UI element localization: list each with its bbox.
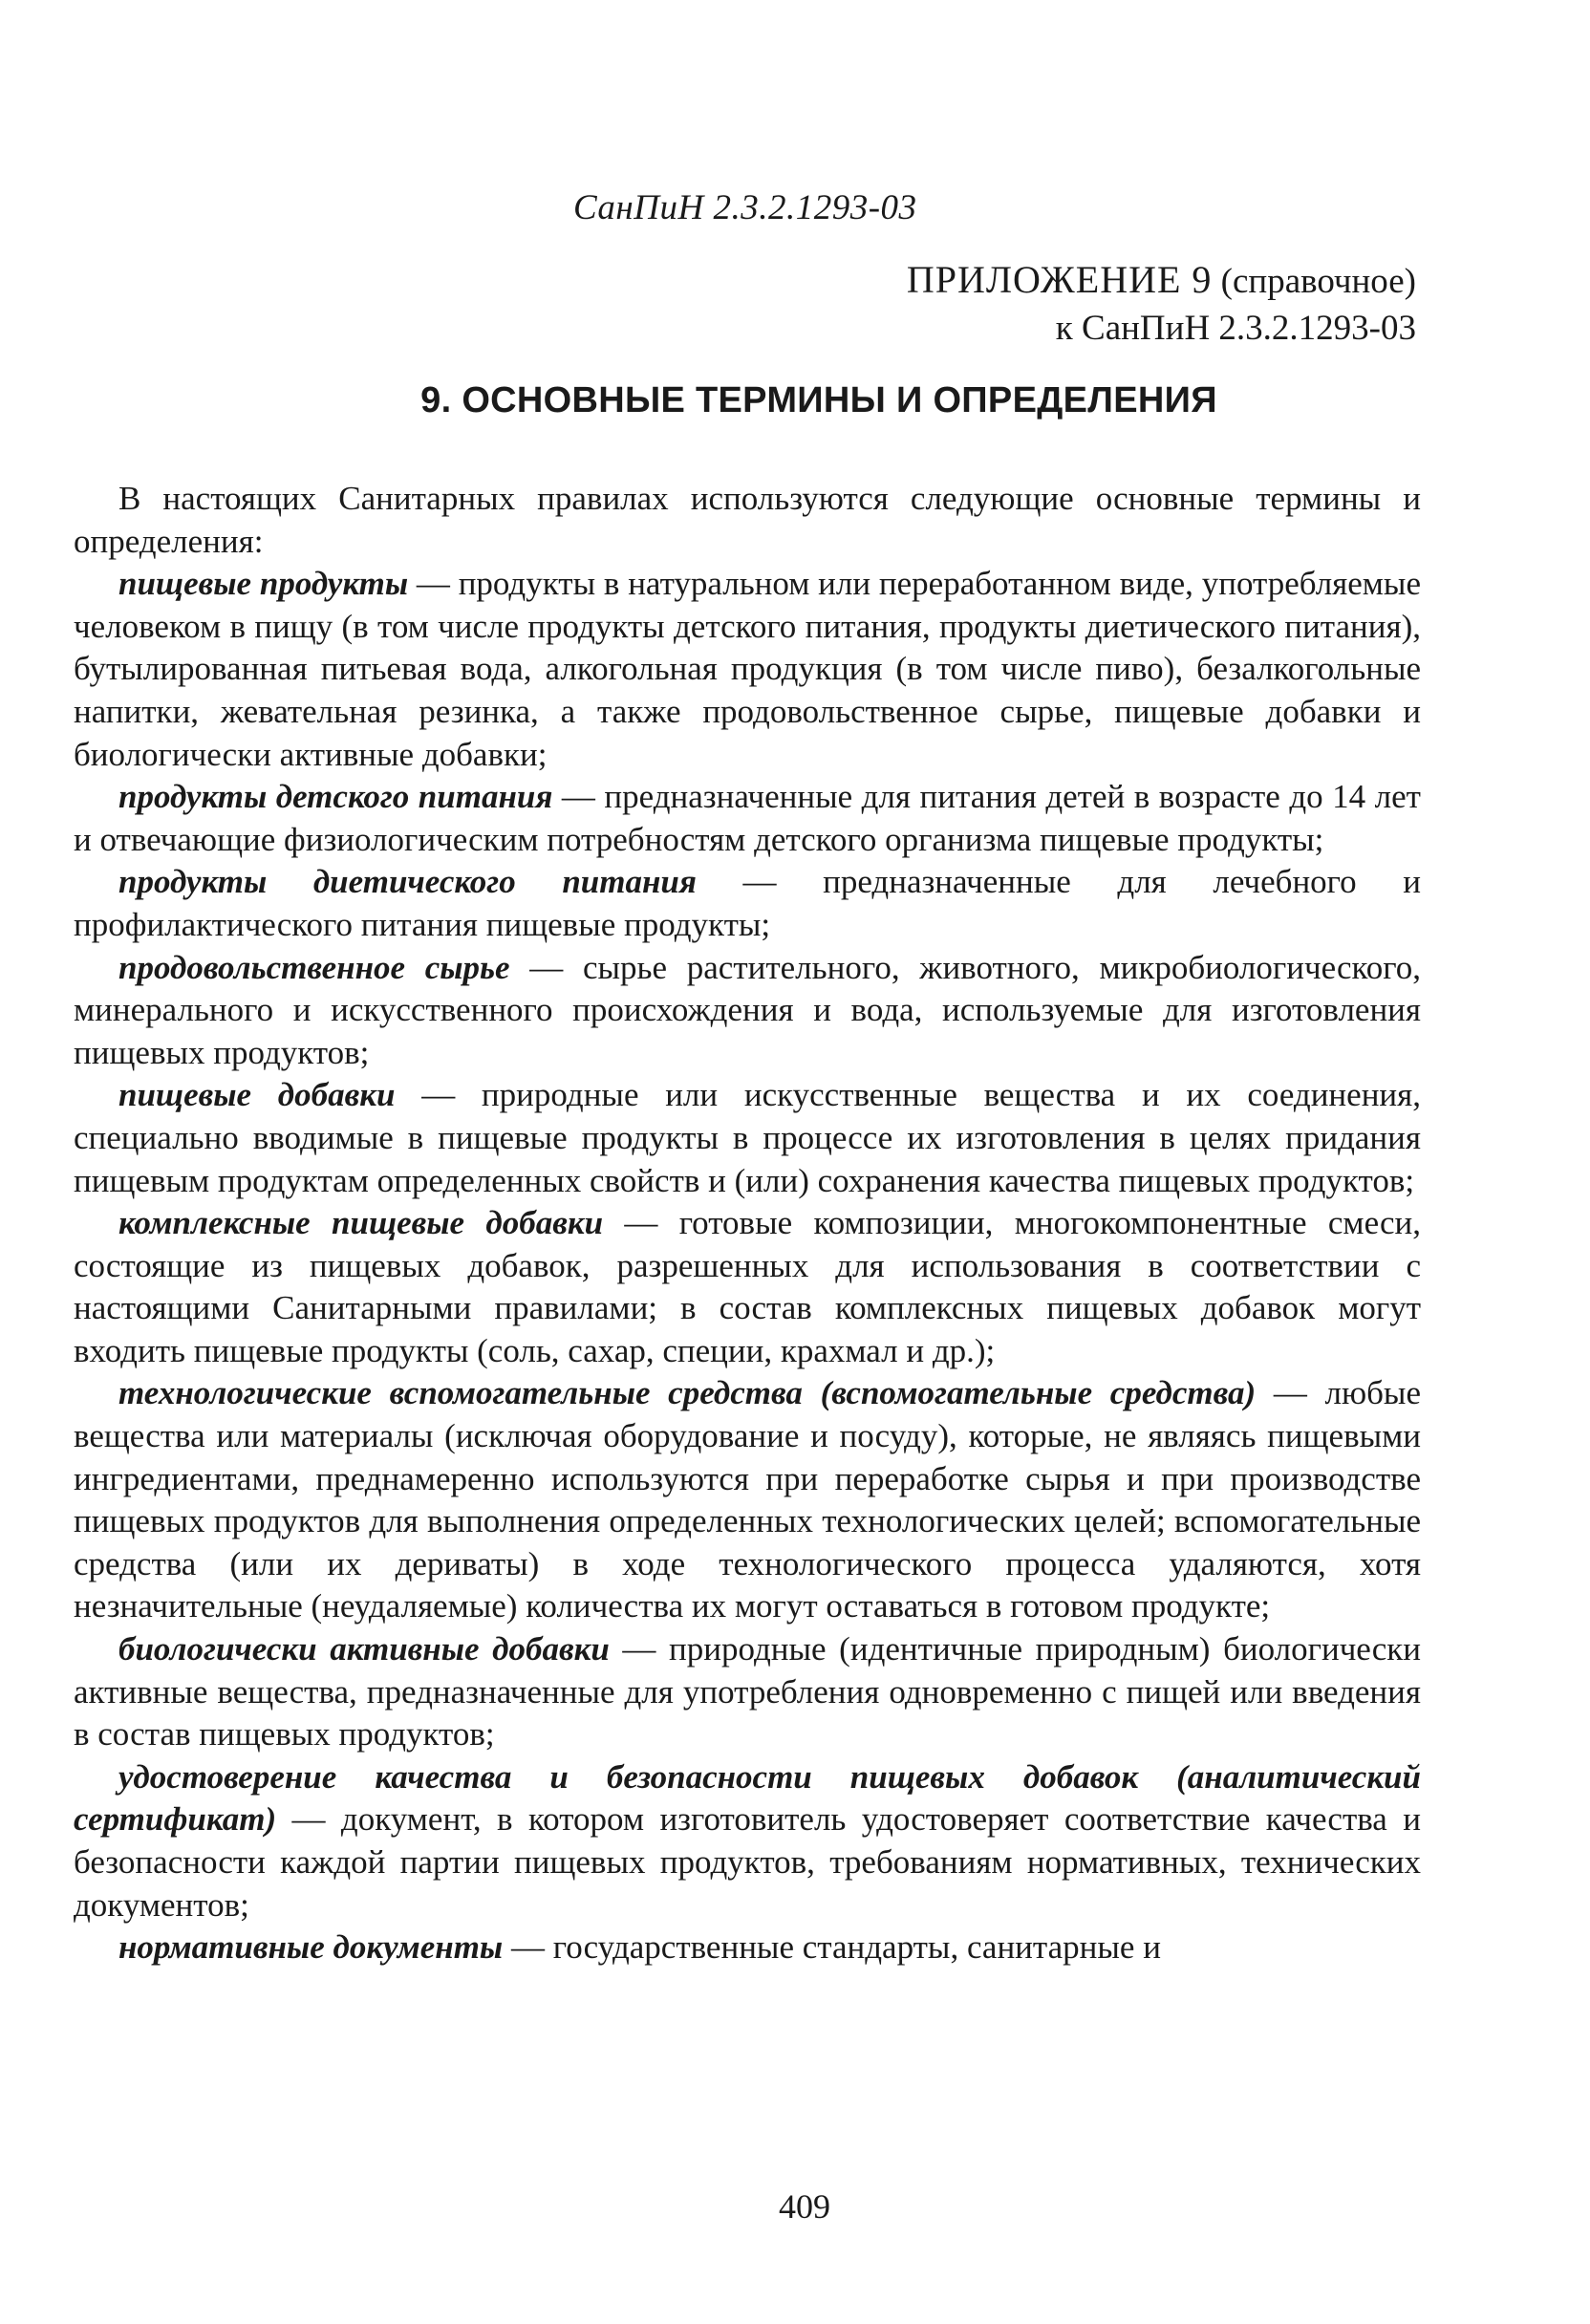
definition-paragraph — [74, 861, 1421, 946]
definition-paragraph — [74, 947, 1421, 1075]
intro-paragraph: В настоящих Санитарных правилах используются следующие основные термины и определения: — [74, 480, 1421, 560]
definition-term: нормативные документы — [118, 1928, 504, 1967]
definition-text: — предназначенные для лечебного и профилактического питания пищевые продукты; — [74, 863, 1421, 943]
definition-text: — документ, в котором изготовитель удостоверяет соответствие качества и безопасности каждой партии пищевых продуктов, требованиям нормативных, технических документов; — [74, 1800, 1421, 1924]
definition-paragraph — [74, 1074, 1421, 1202]
appendix-label — [907, 256, 1416, 352]
definition-term: удостоверение качества и безопасности пищевых добавок (аналитический сертификат) — [74, 1757, 1421, 1839]
definition-paragraph — [74, 776, 1421, 861]
definition-term: биологически активные добавки — [118, 1630, 610, 1668]
definition-paragraph — [74, 1756, 1421, 1926]
definition-term: продукты детского питания — [118, 778, 553, 816]
definition-text: — любые вещества или материалы (исключая оборудование и посуду), которые, не являясь пищевыми ингредиентами, преднамеренно используются при переработке сырья и при производстве пищевых продуктов для выполнения определенных технологических целей; вспомогательные средства (или их дериваты) в ходе технологического процесса удаляются, хотя незначительные (неудаляемые) количества их могут оставаться в готовом продукте; — [74, 1374, 1421, 1625]
definition-term: технологические вспомогательные средства (вспомогательные средства) — [118, 1374, 1257, 1412]
section-title: 9. ОСНОВНЫЕ ТЕРМИНЫ И ОПРЕДЕЛЕНИЯ — [420, 380, 1217, 420]
definition-paragraph — [74, 1926, 1421, 1969]
definition-term: пищевые добавки — [118, 1076, 396, 1114]
definition-term: продовольственное сырье — [118, 948, 510, 986]
definition-text: — продукты в натуральном или переработанном виде, употребляемые человеком в пищу (в том числе продукты детского питания, продукты диетического питания), бутылированная питьевая вода, алкогольная продукция (в том числе пиво), безалкогольные напитки, жевательная резинка, а также продовольственное сырье, пищевые добавки и биологически активные добавки; — [74, 565, 1421, 773]
appendix-title-line — [907, 256, 1416, 305]
page-number: 409 — [779, 2187, 830, 2226]
definition-paragraph — [74, 1372, 1421, 1628]
definition-text: — государственные стандарты, санитарные и — [503, 1928, 1161, 1967]
appendix-number: ПРИЛОЖЕНИЕ 9 — [906, 258, 1213, 301]
definition-text: — сырье растительного, животного, микробиологического, минерального и искусственного происхождения и вода, используемые для изготовления пищевых продуктов; — [74, 948, 1421, 1071]
running-header: СанПиН 2.3.2.1293-03 — [573, 188, 917, 227]
appendix-reference: к СанПиН 2.3.2.1293-03 — [1055, 309, 1416, 348]
definition-paragraph — [74, 1628, 1421, 1756]
definition-text: — природные или искусственные вещества и их соединения, специально вводимые в пищевые продукты в процессе их изготовления в целях придания пищевым продуктам определенных свойств и (или) сохранения качества пищевых продуктов; — [74, 1076, 1421, 1199]
definition-paragraph — [74, 1202, 1421, 1372]
definition-term: продукты диетического питания — [118, 863, 697, 901]
appendix-note: (справочное) — [1220, 262, 1416, 301]
definition-text: — готовые композиции, многокомпонентные смеси, состоящие из пищевых добавок, разрешенных для использования в соответствии с настоящими Санитарными правилами; в состав комплексных пищевых добавок могут входить пищевые продукты (соль, сахар, специи, крахмал и др.); — [74, 1204, 1421, 1369]
definition-text: — природные (идентичные природным) биологически активные вещества, предназначенные для употребления одновременно с пищей или введения в состав пищевых продуктов; — [74, 1630, 1421, 1754]
definition-term: пищевые продукты — [118, 565, 409, 603]
definition-term: комплексные пищевые добавки — [118, 1204, 604, 1242]
body-text — [74, 478, 1421, 1969]
definition-paragraph — [74, 563, 1421, 776]
definition-text: — предназначенные для питания детей в возрасте до 14 лет и отвечающие физиологическим потребностям детского организма пищевые продукты; — [74, 778, 1421, 858]
